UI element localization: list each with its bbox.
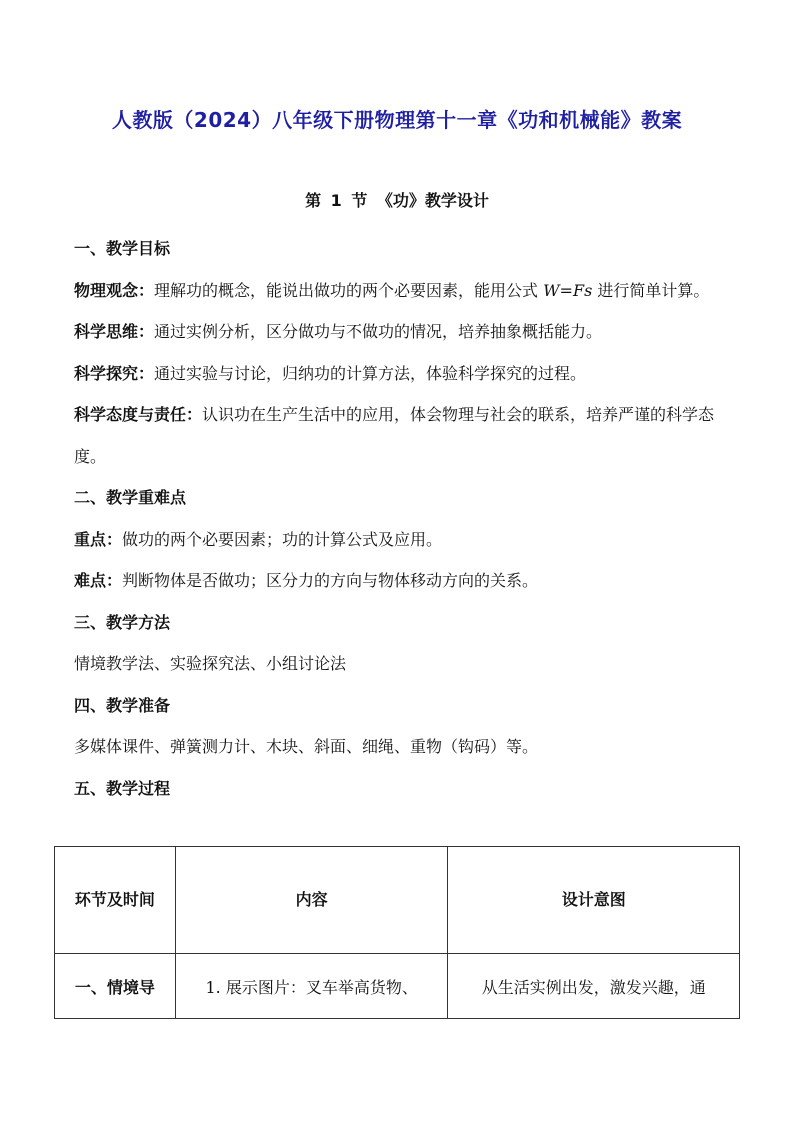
difficulty-text: 判断物体是否做功；区分力的方向与物体移动方向的关系。 [122,571,539,590]
objective-label: 科学探究： [74,363,155,383]
formula: W=Fs [543,280,593,300]
objective-scientific-thinking [74,311,734,353]
objective-physics-concept [74,270,734,312]
preparation-text: 多媒体课件、弹簧测力计、木块、斜面、细绳、重物（钩码）等。 [74,737,539,756]
objective-text: 认识功在生产生活中的应用，体会物理与社会的联系，培养严谨的科学态度。 [74,405,715,466]
difficulty-label: 难点： [74,571,123,590]
focus-label: 重点： [74,529,123,549]
objective-text-cont: 进行简单计算。 [592,280,710,300]
column-header-stage: 环节及时间 [55,847,176,954]
document-title: 人教版（2024）八年级下册物理第十一章《功和机械能》教案 [111,108,683,132]
objective-text: 通过实例分析，区分做功与不做功的情况，培养抽象概括能力。 [154,322,603,341]
methods-heading: 三、教学方法 [74,612,171,632]
objective-label: 科学思维： [74,322,155,341]
focus-text: 做功的两个必要因素；功的计算公式及应用。 [122,529,443,549]
column-header-content: 内容 [175,847,448,954]
methods-text: 情境教学法、实验探究法、小组讨论法 [74,654,347,673]
focus-line [74,519,734,561]
preparation-heading: 四、教学准备 [74,695,171,715]
process-heading: 五、教学过程 [74,778,171,798]
section-title: 第 1 节 《功》教学设计 [305,191,489,210]
objective-text: 通过实验与讨论，归纳功的计算方法，体验科学探究的过程。 [154,363,587,383]
objectives-heading: 一、教学目标 [74,239,171,258]
table-row [55,954,740,1019]
document-body [74,228,734,809]
objective-label: 科学态度与责任： [74,405,203,424]
objective-text: 理解功的概念，能说出做功的两个必要因素，能用公式 [154,280,544,300]
objective-attitude-responsibility [74,394,734,477]
intent-cell: 从生活实例出发，激发兴趣，通 [448,954,740,1019]
stage-cell: 一、情境导 [55,954,176,1019]
difficulty-line [74,560,734,602]
column-header-intent: 设计意图 [448,847,740,954]
process-table [54,846,740,1019]
content-cell: 1. 展示图片：叉车举高货物、 [175,954,448,1019]
table-header-row [55,847,740,954]
key-points-heading: 二、教学重难点 [74,488,187,507]
objective-scientific-inquiry [74,353,734,395]
objective-label: 物理观念： [74,280,155,300]
